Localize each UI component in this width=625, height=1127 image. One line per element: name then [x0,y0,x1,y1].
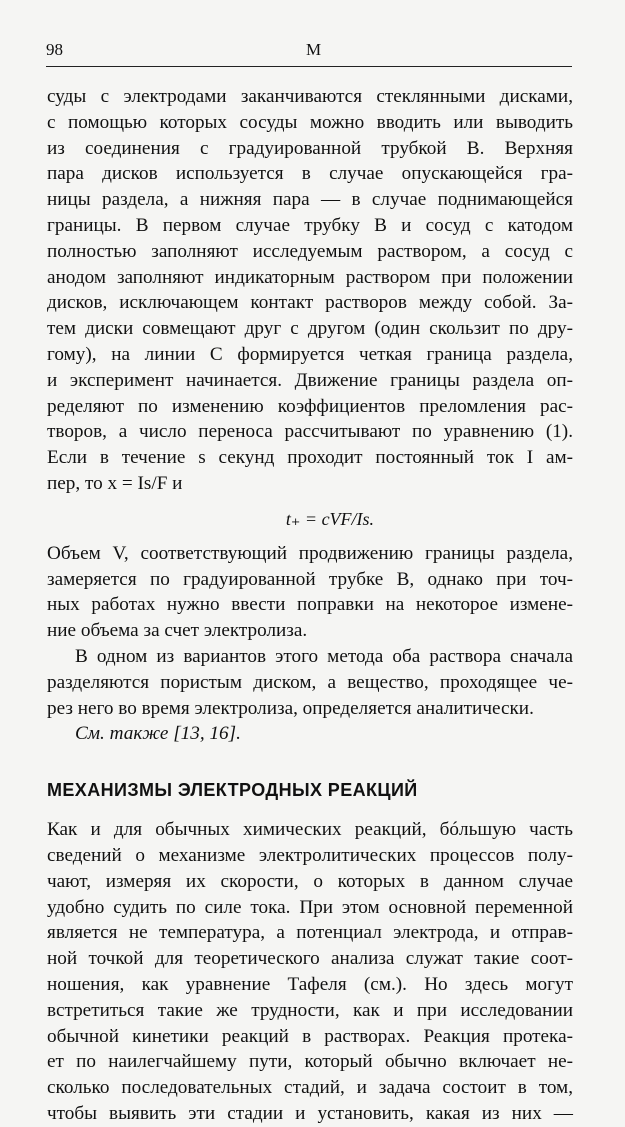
text-line: и эксперимент начинается. Движение границы раздела оп- [47,369,573,391]
text-line: ной точкой для теоретического анализа служат такие соот- [47,948,573,970]
text-line: Как и для обычных химических реакций, бóльшую часть [47,819,573,841]
text-line: творов, а число переноса рассчитывают по уравнению (1). [47,421,573,443]
text-line: Если в течение s секунд проходит постоянный ток I ам- [47,447,573,469]
text-line: с помощью которых сосуды можно вводить или выводить [47,111,573,133]
text-line: пара дисков используется в случае опускающейся гра- [47,163,573,185]
transport-number-formula: t₊ = cVF/Is. [285,508,375,529]
text-line: гому), на линии C формируется четкая граница раздела, [47,343,573,365]
text-line: границы. В первом случае трубку B и сосуд с катодом [47,214,573,236]
running-head: М [306,40,322,59]
paragraph-mechanisms [47,817,573,1127]
text-line: ношения, как уравнение Тафеля (см.). Но здесь могут [47,973,573,995]
text-line: сведений о механизме электролитических процессов полу- [47,844,573,866]
text-line: чтобы выявить эти стадии и установить, какая из них — [47,1102,573,1124]
text-line: ницы раздела, а нижняя пара — в случае поднимающейся [47,189,573,211]
text-line: рез него во время электролиза, определяется аналитически. [47,697,534,719]
page-header [46,40,572,67]
text-line: ределяют по изменению коэффициентов преломления рас- [47,395,573,417]
text-line: является не температура, а потенциал электрода, и отправ- [47,922,573,944]
paragraph-variant [47,644,573,747]
text-line: замеряется по градуированной трубке B, однако при точ- [47,568,573,590]
section-heading: МЕХАНИЗМЫ ЭЛЕКТРОДНЫХ РЕАКЦИЙ [47,780,418,801]
text-line: встретиться такие же трудности, как и при исследовании [47,999,573,1021]
text-line: пер, то x = Is/F и [47,472,183,494]
text-line: суды с электродами заканчиваются стеклянными дисками, [47,86,573,107]
text-line: удобно судить по силе тока. При этом основной переменной [47,896,573,918]
page-number: 98 [46,40,63,59]
see-also-reference: См. также [13, 16]. [75,723,241,745]
text-line: ных работах нужно ввести поправки на некоторое измене- [47,594,573,616]
paragraph-volume [47,541,573,644]
text-line: полностью заполняют исследуемым раствором, а сосуд с [47,240,573,262]
text-line: дисков, исключающем контакт растворов между собой. За- [47,292,573,314]
text-line: анодом заполняют индикаторным раствором при положении [47,266,573,288]
text-line: из соединения с градуированной трубкой B. Верхняя [47,137,573,159]
paragraph-boundary-method [47,84,573,497]
text-line: В одном из вариантов этого метода оба раствора сначала [75,645,573,667]
text-line: Объем V, соответствующий продвижению границы раздела, [47,542,573,564]
text-line: чают, измеряя их скорости, о которых в данном случае [47,870,573,892]
text-line: ние объема за счет электролиза. [47,620,308,642]
page-body [47,84,573,1127]
text-line: сколько последовательных стадий, и задача состоит в том, [47,1077,573,1099]
text-line: обычной кинетики реакций в растворах. Реакция протека- [47,1025,573,1047]
text-line: тем диски совмещают друг с другом (один скользит по дру- [47,318,573,340]
text-line: ет по наилегчайшему пути, который обычно включает не- [47,1051,573,1073]
text-line: разделяются пористым диском, а вещество, проходящее че- [47,671,573,693]
